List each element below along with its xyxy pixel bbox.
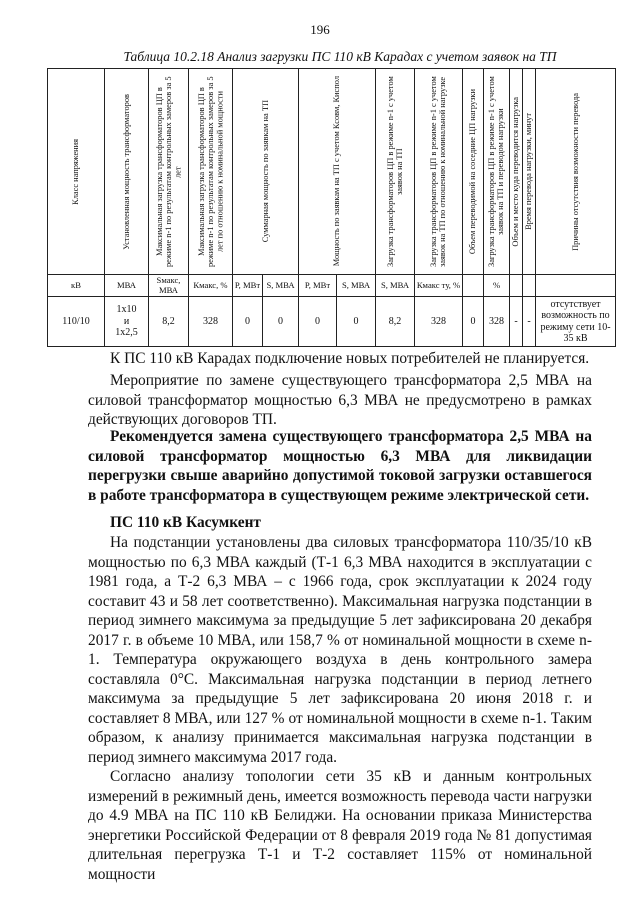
unit-cell: МВА [105, 275, 149, 297]
unit-cell: P, МВт [299, 275, 337, 297]
header-cell: Мощность по заявкам на ТП с учетом Ксовм, Киспол [299, 69, 376, 275]
transfer-place-cell: - [510, 297, 523, 347]
paragraph-no-new-consumers: К ПС 110 кВ Карадах подключение новых потребителей не планируется. [110, 350, 590, 367]
unit-cell [510, 275, 523, 297]
unit-cell: Кмакс ту, % [415, 275, 463, 297]
paragraph-recommendation: Рекомендуется замена существующего трансформатора 2,5 МВА на силовой трансформатор мощностью 6,3 МВА для ликвидации перегрузки свыше аварийно допустимой токовой загрузки оставшегося в работе трансформатора в существующем режиме электрической сети. [88, 428, 592, 504]
unit-cell [523, 275, 536, 297]
transfer-volume-cell: 0 [463, 297, 484, 347]
unit-cell: S, МВА [263, 275, 299, 297]
header-cell: Объем переводимой на соседние ЦП нагрузки [463, 69, 484, 275]
unit-cell: Sмакс, МВА [149, 275, 189, 297]
header-cell: Класс напряжения [48, 69, 105, 275]
header-cell: Максимальная загрузка трансформаторов ЦП в режиме n-1 по результатам контрольных замеров за 5 лет [149, 69, 189, 275]
reason-cell: отсутствует возможность по режиму сети 10-35 кВ [536, 297, 616, 347]
p-req-cell: 0 [233, 297, 263, 347]
header-cell: Загрузка трансформаторов ЦП в режиме n-1 с учетом заявок на ТП [376, 69, 415, 275]
unit-cell: P, МВт [233, 275, 263, 297]
header-cell: Максимальная загрузка трансформаторов ЦП в режиме n-1 по результатам контрольных замеров за 5 лет по отношению к номинальной мощности [189, 69, 233, 275]
unit-cell: S, МВА [337, 275, 376, 297]
s-adj-cell: 0 [337, 297, 376, 347]
unit-cell [463, 275, 484, 297]
header-cell: Загрузка трансформаторов ЦП в режиме n-1 с учетом заявок на ТП по отношению к номинальной нагрузке [415, 69, 463, 275]
header-cell: Объем и место куда переводится нагрузка [510, 69, 523, 275]
s-load-cell: 8,2 [376, 297, 415, 347]
section-heading: ПС 110 кВ Касумкент [110, 514, 261, 531]
unit-cell [536, 275, 616, 297]
paragraph-topology-analysis: Согласно анализу топологии сети 35 кВ и данным контрольных измерений в режимный день, имеется возможность перевода части нагрузки до 4.9 МВА на ПС 110 кВ Белиджи. На основании приказа Министерства энергетики Российской Федерации от 8 февраля 2019 года № 81 допустимая длительная перегрузка Т-1 и Т-2 составляет 115% от номинальной мощности [88, 768, 592, 883]
table-row [48, 297, 616, 347]
header-cell: Загрузка трансформаторов ЦП в режиме n-1 с учетом заявок на ТП и переводом нагрузки [484, 69, 510, 275]
kmax-tu-cell: 328 [415, 297, 463, 347]
unit-cell: % [484, 275, 510, 297]
paragraph-kasumkent-description: На подстанции установлены два силовых трансформатора 110/35/10 кВ мощностью по 6,3 МВА каждый (Т-1 6,3 МВА находится в эксплуатации с 1981 года, а Т-2 6,3 МВА – с 1966 года, срок эксплуатации к 2024 году составит 43 и 58 лет соответственно). Максимальная нагрузка подстанции в период зимнего максимума за предыдущие 5 лет зафиксирована 20 декабря 2017 г. в объеме 10 МВА, или 158,7 % от номинальной мощности в схеме n-1. Температура окружающего воздуха в день контрольного замера составляла 0°С. Максимальная нагрузка подстанции в период летнего максимума за предыдущие 5 лет зафиксирована 20 июня 2018 г. и составляет 8 МВА, или 127 % от номинальной мощности в схеме n-1. Таким образом, к анализу принимается максимальная нагрузка подстанции в период зимнего максимума 2017 года. [88, 534, 592, 766]
unit-cell: кВ [48, 275, 105, 297]
unit-cell: Кмакс, % [189, 275, 233, 297]
table-caption: Таблица 10.2.18 Анализ загрузки ПС 110 кВ Карадах с учетом заявок на ТП [123, 49, 557, 64]
header-row [48, 69, 616, 275]
smax-cell: 8,2 [149, 297, 189, 347]
paragraph-replacement-not-planned: Мероприятие по замене существующего трансформатора 2,5 МВА на силовой трансформатор мощностью 6,3 МВА не предусмотрено в рамках действующих договоров ТП. [88, 372, 592, 428]
s-req-cell: 0 [263, 297, 299, 347]
transfer-time-cell: - [523, 297, 536, 347]
header-cell: Время перевода нагрузки, минут [523, 69, 536, 275]
voltage-cell: 110/10 [48, 297, 105, 347]
capacity-cell: 1х10 и 1х2,5 [105, 297, 149, 347]
unit-cell: S, МВА [376, 275, 415, 297]
load-analysis-table [47, 68, 616, 347]
header-cell: Причины отсутствия возможности перевода [536, 69, 616, 275]
units-row [48, 275, 616, 297]
header-cell: Установленная мощность трансформаторов [105, 69, 149, 275]
kmax-cell: 328 [189, 297, 233, 347]
header-cell: Суммарная мощность по заявкам на ТП [233, 69, 299, 275]
page-number: 196 [310, 22, 330, 37]
load-after-cell: 328 [484, 297, 510, 347]
p-adj-cell: 0 [299, 297, 337, 347]
